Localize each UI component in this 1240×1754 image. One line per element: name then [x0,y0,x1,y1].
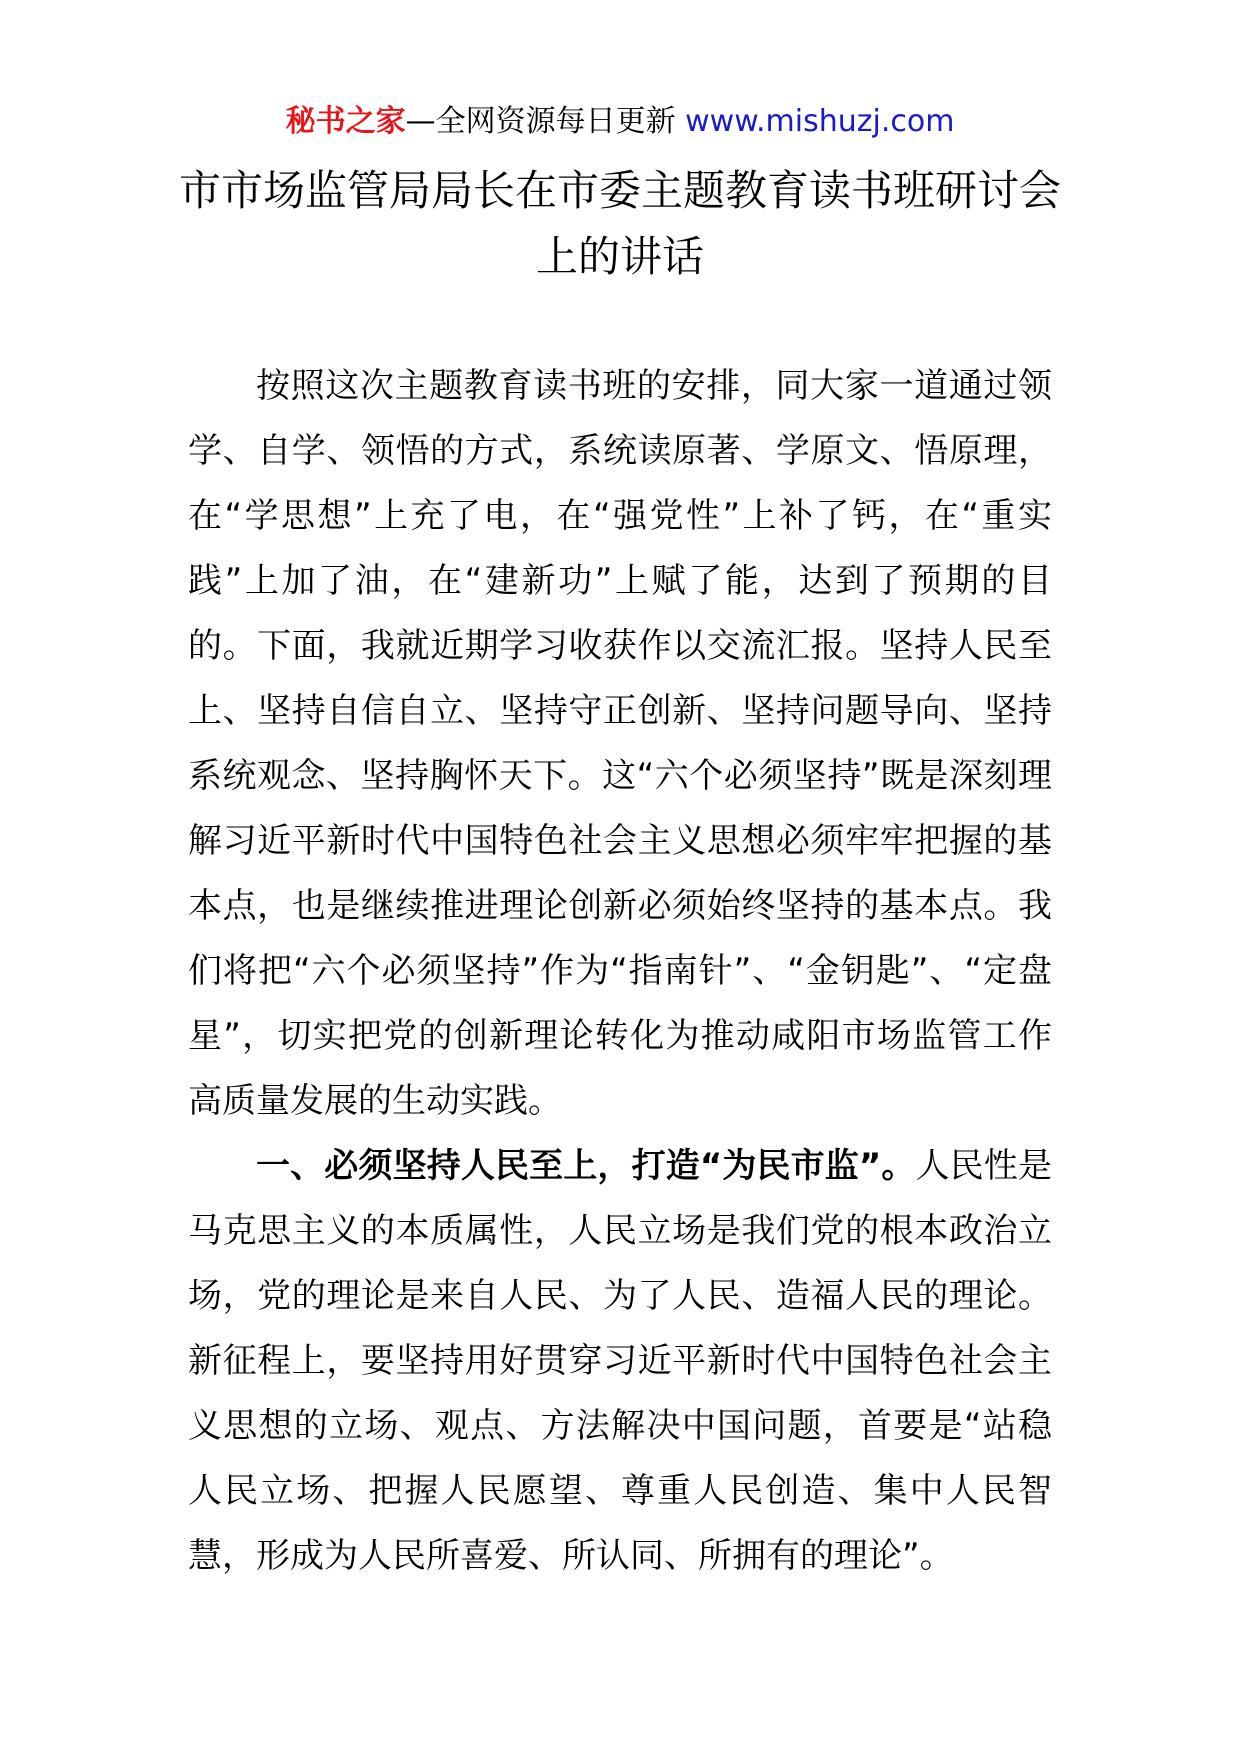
body-paragraph [188,1134,1052,1589]
brand-name: 秘书之家 [285,104,406,139]
section-heading: 一、必须坚持人民至上，打造“为民市监”。 [256,1146,916,1186]
site-url-link[interactable]: www.mishuzj.com [685,104,955,139]
site-header [0,100,1240,144]
header-tagline: —全网资源每日更新 [405,104,686,139]
document-body [188,354,1052,1589]
body-paragraph: 按照这次主题教育读书班的安排，同大家一道通过领学、自学、领悟的方式，系统读原著、学原文、悟原理，在“学思想”上充了电，在“强党性”上补了钙，在“重实践”上加了油，在“建新功”上赋了能，达到了预期的目的。下面，我就近期学习收获作以交流汇报。坚持人民至上、坚持自信自立、坚持守正创新、坚持问题导向、坚持系统观念、坚持胸怀天下。这“六个必须坚持”既是深刻理解习近平新时代中国特色社会主义思想必须牢牢把握的基本点，也是继续推进理论创新必须始终坚持的基本点。我们将把“六个必须坚持”作为“指南针”、“金钥匙”、“定盘星”，切实把党的创新理论转化为推动咸阳市场监管工作高质量发展的生动实践。 [188,366,1052,1121]
section-text: 人民性是马克思主义的本质属性，人民立场是我们党的根本政治立场，党的理论是来自人民、为了人民、造福人民的理论。新征程上，要坚持用好贯穿习近平新时代中国特色社会主义思想的立场、观点、方法解决中国问题，首要是“站稳人民立场、把握人民愿望、尊重人民创造、集中人民智慧，形成为人民所喜爱、所认同、所拥有的理论”。 [188,1146,1052,1576]
document-title: 市市场监管局局长在市委主题教育读书班研讨会上的讲话 [178,166,1061,281]
